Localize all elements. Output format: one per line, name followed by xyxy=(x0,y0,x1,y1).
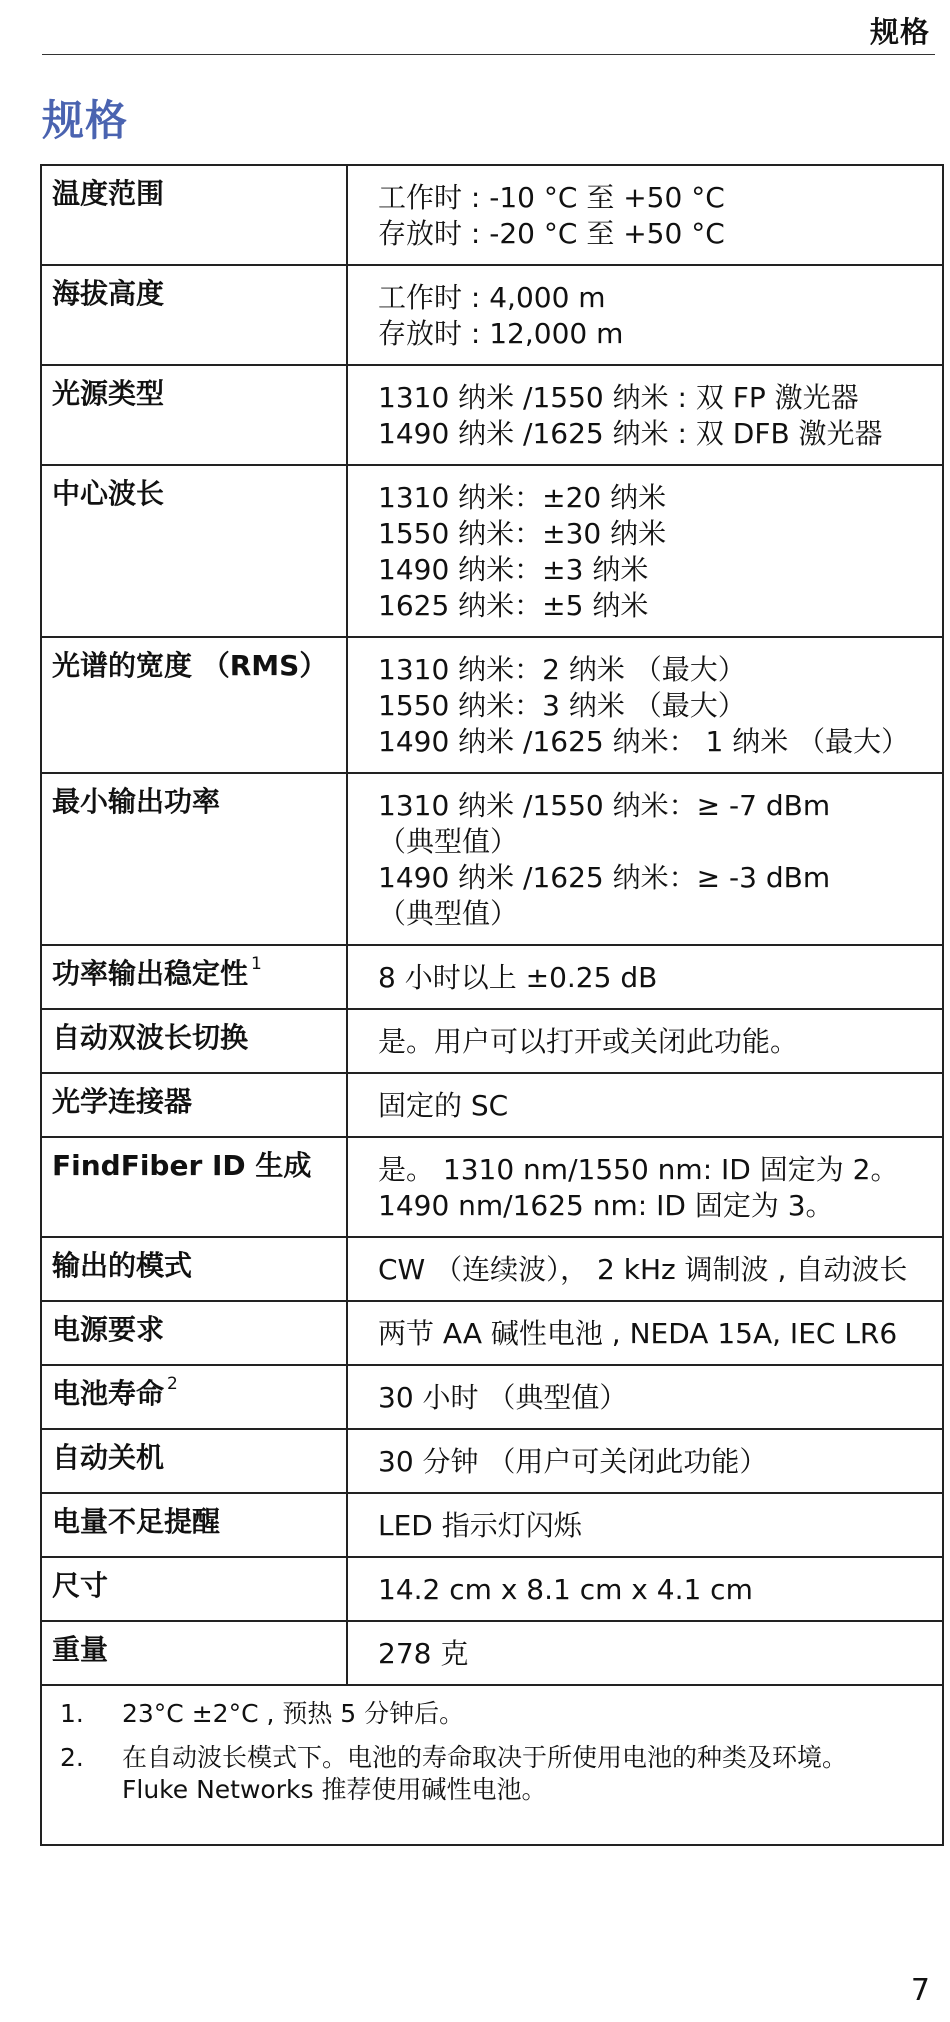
spec-value-line: 两节 AA 碱性电池 , NEDA 15A, IEC LR6 xyxy=(378,1317,898,1350)
header-rule xyxy=(42,54,935,55)
spec-label-cell xyxy=(41,1237,347,1301)
spec-value-line: 1310 纳米：2 纳米 （最大） xyxy=(378,653,746,686)
spec-row xyxy=(41,1557,943,1621)
spec-value-line: LED 指示灯闪烁 xyxy=(378,1509,582,1542)
spec-label: 功率输出稳定性 xyxy=(52,957,249,990)
footnote-number: 1. xyxy=(60,1699,84,1728)
spec-value-cell xyxy=(347,465,943,637)
spec-label: 自动关机 xyxy=(52,1441,165,1474)
spec-value-line: CW （连续波）， 2 kHz 调制波 , 自动波长 xyxy=(378,1253,908,1286)
spec-value-cell xyxy=(347,1621,943,1685)
spec-value-cell xyxy=(347,945,943,1009)
spec-value-line: 14.2 cm x 8.1 cm x 4.1 cm xyxy=(378,1573,753,1606)
spec-label-cell xyxy=(41,945,347,1009)
spec-label: 海拔高度 xyxy=(52,277,165,310)
spec-label: 光学连接器 xyxy=(52,1085,193,1118)
spec-value-line: 1490 纳米：±3 纳米 xyxy=(378,553,649,586)
spec-row xyxy=(41,1493,943,1557)
spec-label-cell xyxy=(41,1429,347,1493)
spec-value-cell xyxy=(347,165,943,265)
spec-row xyxy=(41,1365,943,1429)
spec-value-line: 1490 纳米 /1625 纳米 : 双 DFB 激光器 xyxy=(378,417,883,450)
spec-value-cell xyxy=(347,1365,943,1429)
spec-label: 温度范围 xyxy=(52,177,165,210)
spec-row xyxy=(41,1137,943,1237)
spec-value-cell xyxy=(347,637,943,773)
footnotes-box xyxy=(40,1686,944,1846)
spec-label-cell xyxy=(41,1365,347,1429)
spec-label: FindFiber ID 生成 xyxy=(52,1149,312,1182)
spec-value-line: （典型值） xyxy=(378,825,519,858)
spec-value-line: 1310 纳米 /1550 纳米 : 双 FP 激光器 xyxy=(378,381,859,414)
spec-value-cell xyxy=(347,773,943,945)
footnote-number: 2. xyxy=(60,1743,84,1772)
spec-label-cell xyxy=(41,1493,347,1557)
spec-label-cell xyxy=(41,1301,347,1365)
spec-value-cell xyxy=(347,1493,943,1557)
spec-row xyxy=(41,1621,943,1685)
spec-value-cell xyxy=(347,1301,943,1365)
spec-label-cell xyxy=(41,1137,347,1237)
spec-label-cell xyxy=(41,1073,347,1137)
spec-value-cell xyxy=(347,365,943,465)
spec-row xyxy=(41,1237,943,1301)
spec-value-line: 1490 纳米 /1625 纳米： 1 纳米 （最大） xyxy=(378,725,910,758)
spec-label: 光谱的宽度 （RMS） xyxy=(52,649,328,682)
spec-row xyxy=(41,637,943,773)
spec-value-line: 8 小时以上 ±0.25 dB xyxy=(378,961,658,994)
footnote-text xyxy=(122,1698,942,1730)
spec-label: 光源类型 xyxy=(52,377,165,410)
spec-value-cell xyxy=(347,1137,943,1237)
footnote xyxy=(42,1698,942,1730)
spec-value-cell xyxy=(347,1073,943,1137)
spec-value-line: 1490 纳米 /1625 纳米：≥ -3 dBm xyxy=(378,861,831,894)
footnote-line: 在自动波长模式下。电池的寿命取决于所使用电池的种类及环境。 xyxy=(122,1743,848,1772)
spec-label-cell xyxy=(41,365,347,465)
footnote-marker: 2 xyxy=(167,1374,178,1394)
spec-label: 输出的模式 xyxy=(52,1249,193,1282)
spec-label-cell xyxy=(41,465,347,637)
spec-label-cell xyxy=(41,265,347,365)
spec-label-cell xyxy=(41,637,347,773)
spec-value-cell xyxy=(347,265,943,365)
footnote-line: 23°C ±2°C , 预热 5 分钟后。 xyxy=(122,1699,465,1728)
footnote-line: Fluke Networks 推荐使用碱性电池。 xyxy=(122,1775,547,1804)
spec-label-cell xyxy=(41,165,347,265)
spec-value-line: 30 小时 （典型值） xyxy=(378,1381,628,1414)
spec-label-cell xyxy=(41,1621,347,1685)
spec-label: 电池寿命 xyxy=(52,1377,165,1410)
spec-value-line: 1550 纳米：±30 纳米 xyxy=(378,517,667,550)
spec-row xyxy=(41,945,943,1009)
spec-label-cell xyxy=(41,773,347,945)
spec-label: 电量不足提醒 xyxy=(52,1505,221,1538)
spec-label-cell xyxy=(41,1009,347,1073)
page-number: 7 xyxy=(910,1973,930,2008)
spec-row xyxy=(41,1009,943,1073)
spec-value-cell xyxy=(347,1429,943,1493)
spec-value-line: 是。 1310 nm/1550 nm: ID 固定为 2。 xyxy=(378,1153,899,1186)
spec-row xyxy=(41,773,943,945)
spec-value-line: 固定的 SC xyxy=(378,1089,509,1122)
spec-value-line: 工作时 : -10 °C 至 +50 °C xyxy=(378,181,725,214)
footnote-marker: 1 xyxy=(251,954,262,974)
spec-value-line: （典型值） xyxy=(378,897,519,930)
spec-value-line: 存放时 : 12,000 m xyxy=(378,317,624,350)
spec-value-line: 1490 nm/1625 nm: ID 固定为 3。 xyxy=(378,1189,834,1222)
spec-value-line: 1310 纳米 /1550 纳米：≥ -7 dBm xyxy=(378,789,831,822)
spec-value-cell xyxy=(347,1557,943,1621)
spec-label: 自动双波长切换 xyxy=(52,1021,249,1054)
spec-label-cell xyxy=(41,1557,347,1621)
spec-table xyxy=(40,164,944,1686)
running-header-title: 规格 xyxy=(869,15,930,49)
spec-value-line: 1625 纳米：±5 纳米 xyxy=(378,589,649,622)
spec-label: 尺寸 xyxy=(52,1569,109,1602)
section-title: 规格 xyxy=(42,96,129,145)
spec-label: 电源要求 xyxy=(52,1313,165,1346)
spec-row xyxy=(41,165,943,265)
spec-table-body xyxy=(41,165,943,1685)
footnote xyxy=(42,1742,942,1806)
spec-label: 最小输出功率 xyxy=(52,785,221,818)
spec-row xyxy=(41,465,943,637)
spec-value-line: 是。用户可以打开或关闭此功能。 xyxy=(378,1025,799,1058)
spec-value-cell xyxy=(347,1237,943,1301)
spec-row xyxy=(41,1429,943,1493)
spec-label: 中心波长 xyxy=(52,477,165,510)
spec-value-line: 30 分钟 （用户可关闭此功能） xyxy=(378,1445,768,1478)
spec-value-line: 278 克 xyxy=(378,1637,469,1670)
spec-row xyxy=(41,1073,943,1137)
spec-value-cell xyxy=(347,1009,943,1073)
spec-row xyxy=(41,1301,943,1365)
spec-value-line: 1550 纳米：3 纳米 （最大） xyxy=(378,689,746,722)
spec-value-line: 工作时 : 4,000 m xyxy=(378,281,606,314)
spec-value-line: 存放时 : -20 °C 至 +50 °C xyxy=(378,217,725,250)
footnote-text xyxy=(122,1742,942,1806)
spec-value-line: 1310 纳米：±20 纳米 xyxy=(378,481,667,514)
spec-row xyxy=(41,265,943,365)
spec-row xyxy=(41,365,943,465)
spec-label: 重量 xyxy=(52,1633,109,1666)
